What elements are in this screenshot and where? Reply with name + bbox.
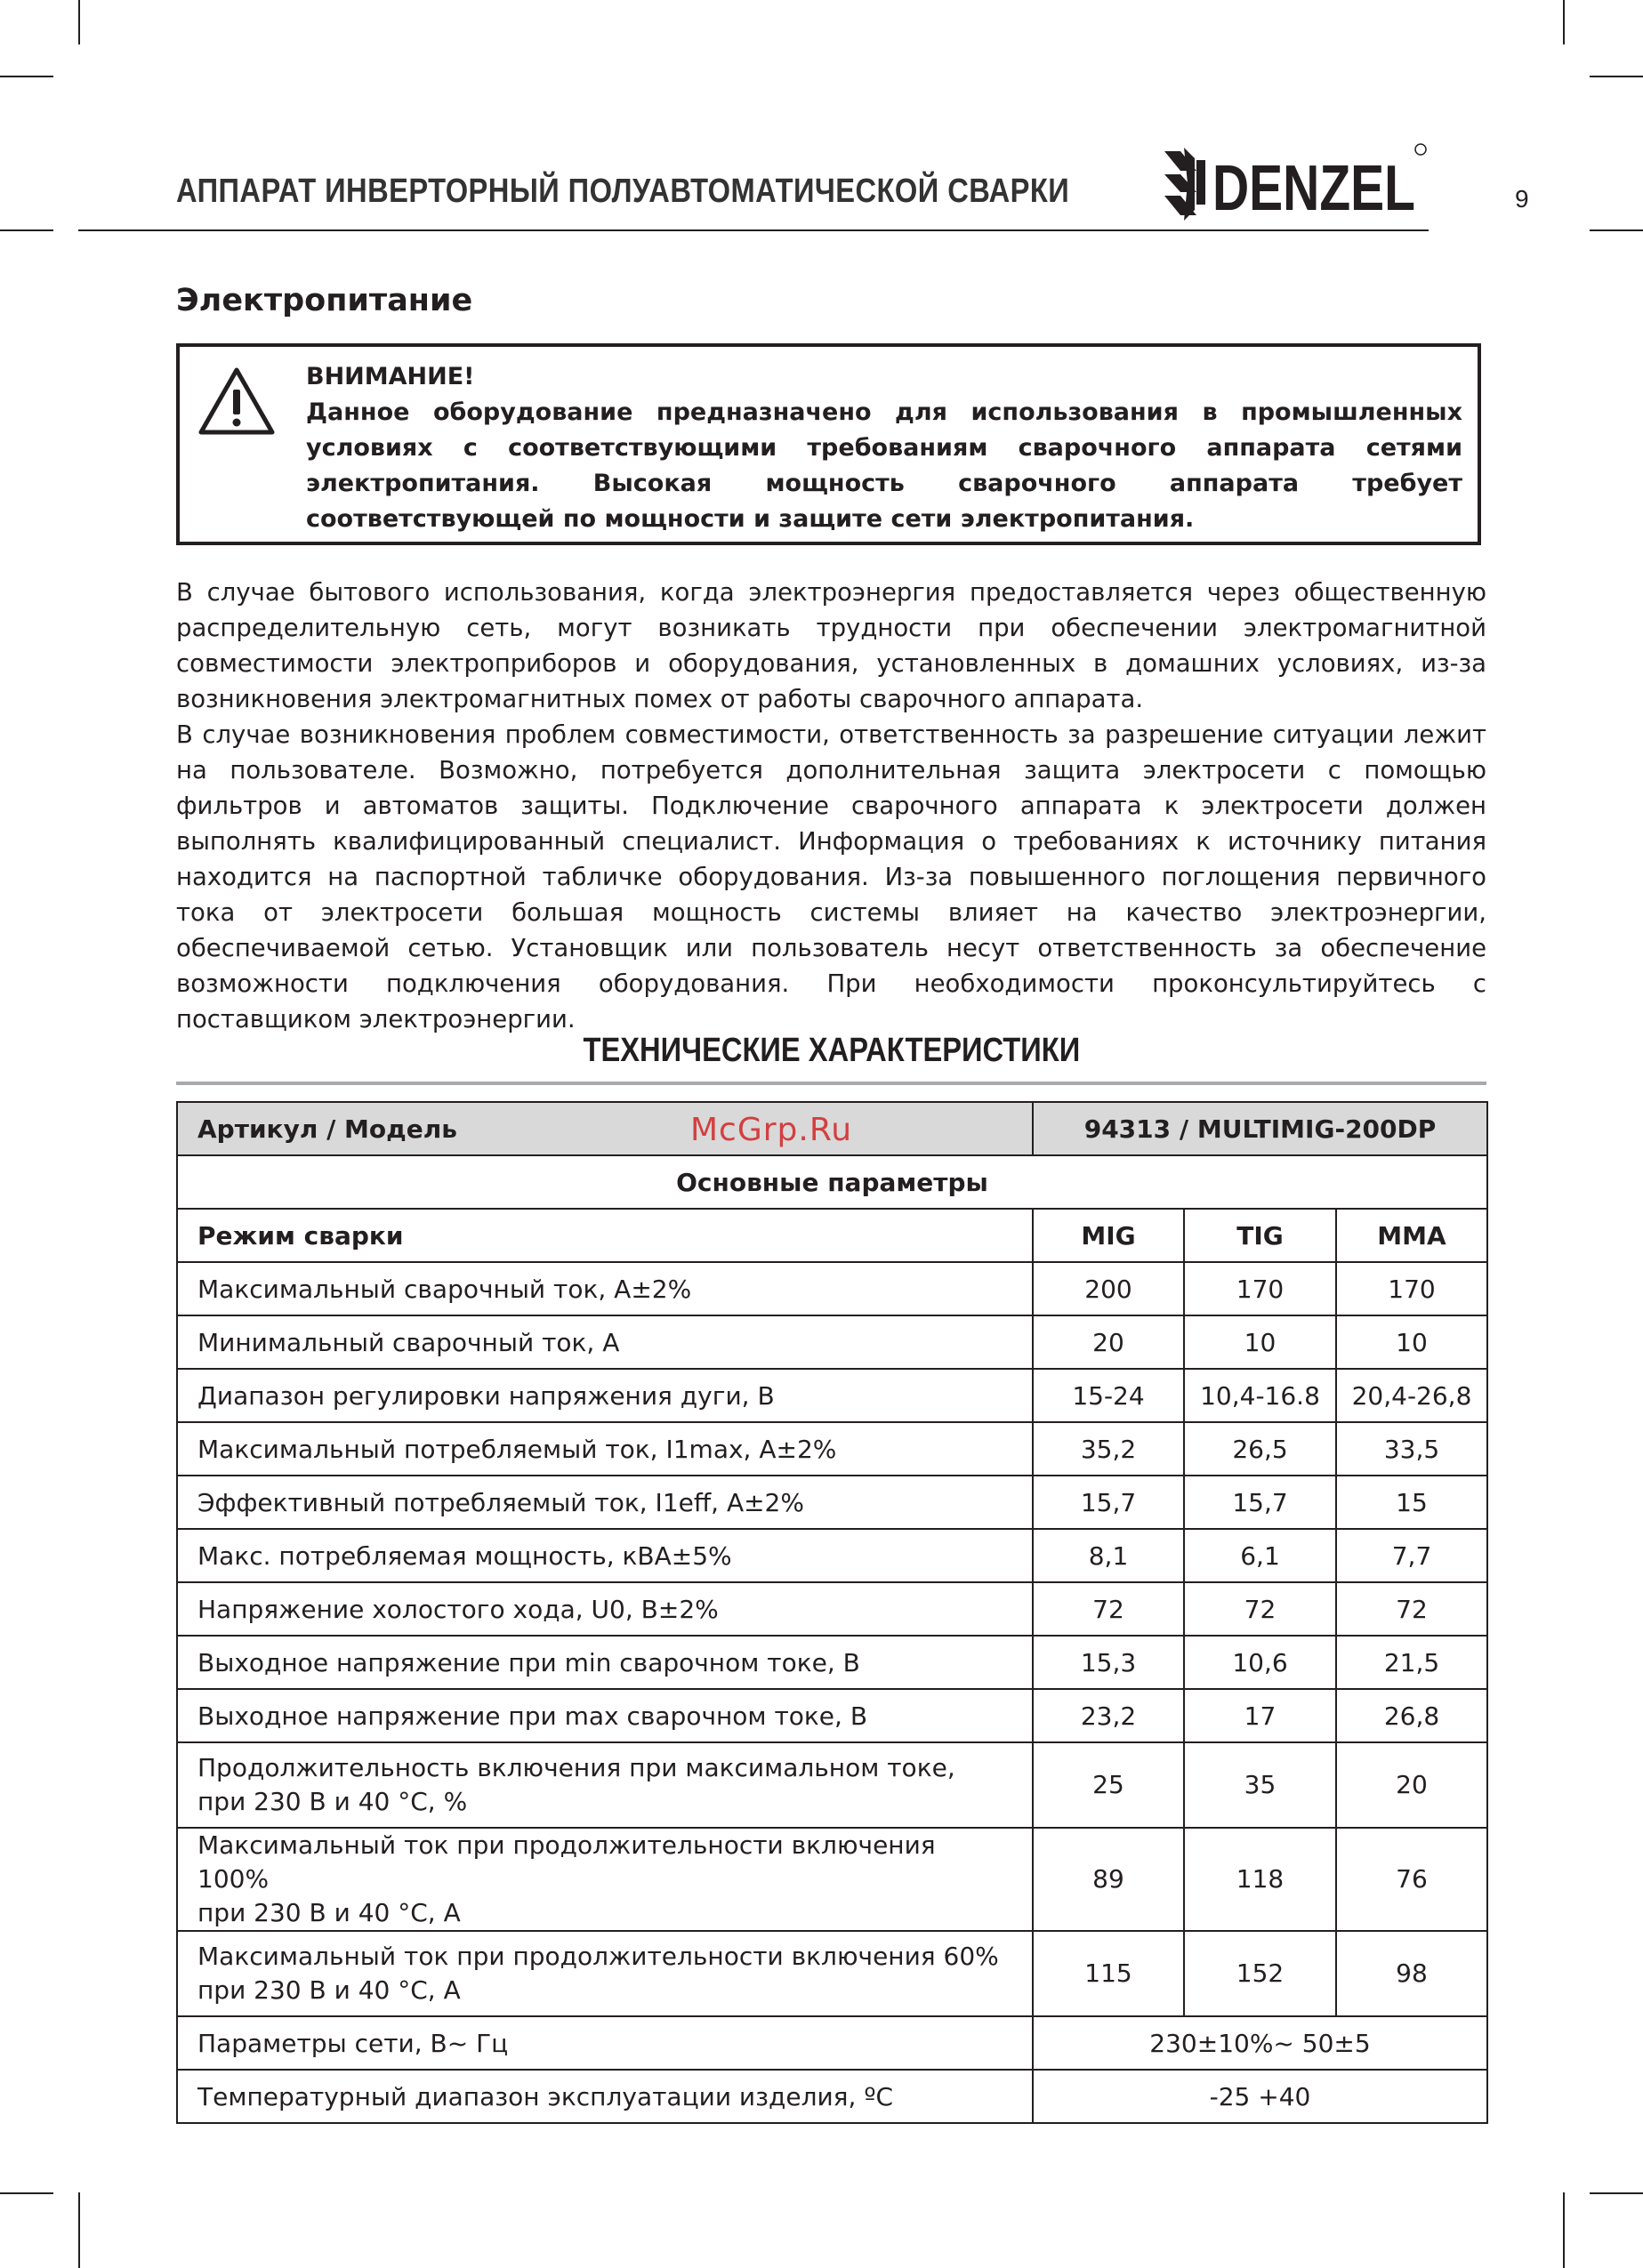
table-row — [177, 1315, 1487, 1369]
article-value: 94313 / MULTIMIG-200DP — [1033, 1102, 1487, 1155]
denzel-logo — [1161, 141, 1428, 225]
table-row — [177, 1529, 1487, 1582]
crop-mark — [1590, 76, 1643, 77]
cell-mma: 76 — [1336, 1828, 1487, 1931]
section-heading: Электропитание — [176, 283, 473, 318]
watermark-text: McGrp.Ru — [690, 1112, 853, 1148]
table-row — [177, 1742, 1487, 1828]
mode-header: MIG — [1033, 1209, 1184, 1262]
cell-mig: 8,1 — [1033, 1529, 1184, 1582]
network-value: 230±10%~ 50±5 — [1033, 2016, 1487, 2070]
warning-body: Данное оборудование предназначено для использования в промышленных условиях с соответствующими требованиям сварочного аппарата сетями электропитания. Высокая мощность сварочного аппарата требует соответствующей по мощности и защите сети электропитания. — [306, 398, 1462, 533]
cell-mig: 200 — [1033, 1262, 1184, 1315]
table-row — [177, 1636, 1487, 1689]
crop-mark — [0, 229, 53, 231]
table-row — [177, 1262, 1487, 1315]
cell-mig: 115 — [1033, 1931, 1184, 2016]
cell-mma: 72 — [1336, 1582, 1487, 1636]
table-row — [177, 1155, 1487, 1209]
cell-mma: 33,5 — [1336, 1422, 1487, 1476]
cell-mig: 72 — [1033, 1582, 1184, 1636]
cell-tig: 118 — [1184, 1828, 1336, 1931]
table-row — [177, 1582, 1487, 1636]
logo-wordmark: DENZEL — [1212, 153, 1415, 224]
cell-mig: 15,7 — [1033, 1476, 1184, 1529]
row-label: Макс. потребляемая мощность, кВА±5% — [177, 1529, 1033, 1582]
article-label: Артикул / Модель — [177, 1102, 1033, 1155]
row-label-line: при 230 В и 40 °С, А — [197, 1975, 461, 2005]
crop-mark — [1563, 0, 1565, 44]
row-label — [177, 1742, 1033, 1828]
mode-label: Режим сварки — [177, 1209, 1033, 1262]
cell-mig: 89 — [1033, 1828, 1184, 1931]
table-row — [177, 2016, 1487, 2070]
table-row — [177, 1476, 1487, 1529]
cell-tig: 10,6 — [1184, 1636, 1336, 1689]
table-row — [177, 1828, 1487, 1931]
cell-mma: 15 — [1336, 1476, 1487, 1529]
row-label-line: Продолжительность включения при максимальном токе, — [197, 1753, 955, 1782]
crop-mark — [1590, 229, 1643, 231]
mode-header: MMA — [1336, 1209, 1487, 1262]
body-text — [176, 575, 1486, 1037]
crop-mark — [78, 2192, 80, 2268]
cell-tig: 15,7 — [1184, 1476, 1336, 1529]
table-row — [177, 1689, 1487, 1742]
cell-mma: 170 — [1336, 1262, 1487, 1315]
cell-mig: 23,2 — [1033, 1689, 1184, 1742]
cell-tig: 26,5 — [1184, 1422, 1336, 1476]
header-title: АППАРАТ ИНВЕРТОРНЫЙ ПОЛУАВТОМАТИЧЕСКОЙ СВАРКИ — [176, 173, 1070, 210]
crop-mark — [1590, 2192, 1643, 2194]
page-number: 9 — [1515, 185, 1529, 213]
warning-text — [306, 359, 1462, 537]
cell-tig: 35 — [1184, 1742, 1336, 1828]
body-paragraph: В случае возникновения проблем совместимости, ответственность за разрешение ситуации лежит на пользователе. Возможно, потребуется дополнительная защита электросети с помощью фильтров и автоматов защиты. Подключение сварочного аппарата к электросети должен выполнять квалифицированный специалист. Информация о требованиях к источнику питания находится на паспортной табличке оборудования. Из-за повышенного поглощения первичного тока от электросети большая мощность системы влияет на качество электроэнергии, обеспечиваемой сетью. Установщик или пользователь несут ответственность за обеспечение возможности подключения оборудования. При необходимости проконсультируйтесь с поставщиком электроэнергии. — [176, 720, 1486, 1033]
cell-mma: 98 — [1336, 1931, 1487, 2016]
tech-heading-text: ТЕХНИЧЕСКИЕ ХАРАКТЕРИСТИКИ — [583, 1032, 1080, 1069]
cell-mig: 25 — [1033, 1742, 1184, 1828]
registered-mark-icon — [1415, 144, 1426, 155]
row-label: Минимальный сварочный ток, А — [177, 1315, 1033, 1369]
cell-mma: 21,5 — [1336, 1636, 1487, 1689]
cell-tig: 72 — [1184, 1582, 1336, 1636]
header-rule — [78, 229, 1429, 231]
row-label: Выходное напряжение при min сварочном токе, В — [177, 1636, 1033, 1689]
warning-box — [176, 343, 1481, 545]
logo-emblem-icon — [1164, 148, 1205, 221]
row-label — [177, 1828, 1033, 1931]
row-label: Диапазон регулировки напряжения дуги, В — [177, 1369, 1033, 1422]
row-label — [177, 1931, 1033, 2016]
row-label-line: Максимальный ток при продолжительности включения 100% — [197, 1830, 936, 1894]
table-row — [177, 1422, 1487, 1476]
warning-title: ВНИМАНИЕ! — [306, 363, 475, 390]
group-label: Основные параметры — [177, 1155, 1487, 1209]
row-label: Эффективный потребляемый ток, I1eff, А±2% — [177, 1476, 1033, 1529]
row-label: Максимальный потребляемый ток, I1max, А±2% — [177, 1422, 1033, 1476]
row-label: Выходное напряжение при max сварочном токе, В — [177, 1689, 1033, 1742]
temp-value: -25 +40 — [1033, 2070, 1487, 2123]
cell-mma: 10 — [1336, 1315, 1487, 1369]
tech-rule — [176, 1082, 1486, 1085]
cell-mig: 15,3 — [1033, 1636, 1184, 1689]
cell-mma: 7,7 — [1336, 1529, 1487, 1582]
spec-table — [176, 1101, 1488, 2124]
cell-tig: 170 — [1184, 1262, 1336, 1315]
cell-tig: 10,4-16.8 — [1184, 1369, 1336, 1422]
row-label-line: Максимальный ток при продолжительности включения 60% — [197, 1942, 999, 1971]
cell-mig: 35,2 — [1033, 1422, 1184, 1476]
body-paragraph: В случае бытового использования, когда электроэнергия предоставляется через общественную распределительную сеть, могут возникать трудности при обеспечении электромагнитной совместимости электроприборов и оборудования, установленных в домашних условиях, из-за возникновения электромагнитных помех от работы сварочного аппарата. — [176, 578, 1486, 713]
cell-mma: 26,8 — [1336, 1689, 1487, 1742]
warning-triangle-icon — [197, 366, 276, 438]
table-row — [177, 1209, 1487, 1262]
table-row — [177, 1931, 1487, 2016]
row-label-line: при 230 В и 40 °С, А — [197, 1898, 461, 1927]
row-label: Температурный диапазон эксплуатации изделия, ºС — [177, 2070, 1033, 2123]
cell-tig: 6,1 — [1184, 1529, 1336, 1582]
row-label: Напряжение холостого хода, U0, В±2% — [177, 1582, 1033, 1636]
cell-tig: 10 — [1184, 1315, 1336, 1369]
row-label-line: при 230 В и 40 °С, % — [197, 1787, 468, 1816]
row-label: Параметры сети, В~ Гц — [177, 2016, 1033, 2070]
crop-mark — [78, 0, 80, 44]
cell-mig: 15-24 — [1033, 1369, 1184, 1422]
mode-header: TIG — [1184, 1209, 1336, 1262]
cell-mma: 20 — [1336, 1742, 1487, 1828]
row-label: Максимальный сварочный ток, А±2% — [177, 1262, 1033, 1315]
cell-tig: 17 — [1184, 1689, 1336, 1742]
cell-mig: 20 — [1033, 1315, 1184, 1369]
crop-mark — [0, 76, 53, 77]
cell-mma: 20,4-26,8 — [1336, 1369, 1487, 1422]
crop-mark — [0, 2192, 53, 2194]
table-row — [177, 1369, 1487, 1422]
cell-tig: 152 — [1184, 1931, 1336, 2016]
crop-mark — [1563, 2192, 1565, 2268]
table-row — [177, 2070, 1487, 2123]
tech-heading — [176, 1032, 1486, 1070]
